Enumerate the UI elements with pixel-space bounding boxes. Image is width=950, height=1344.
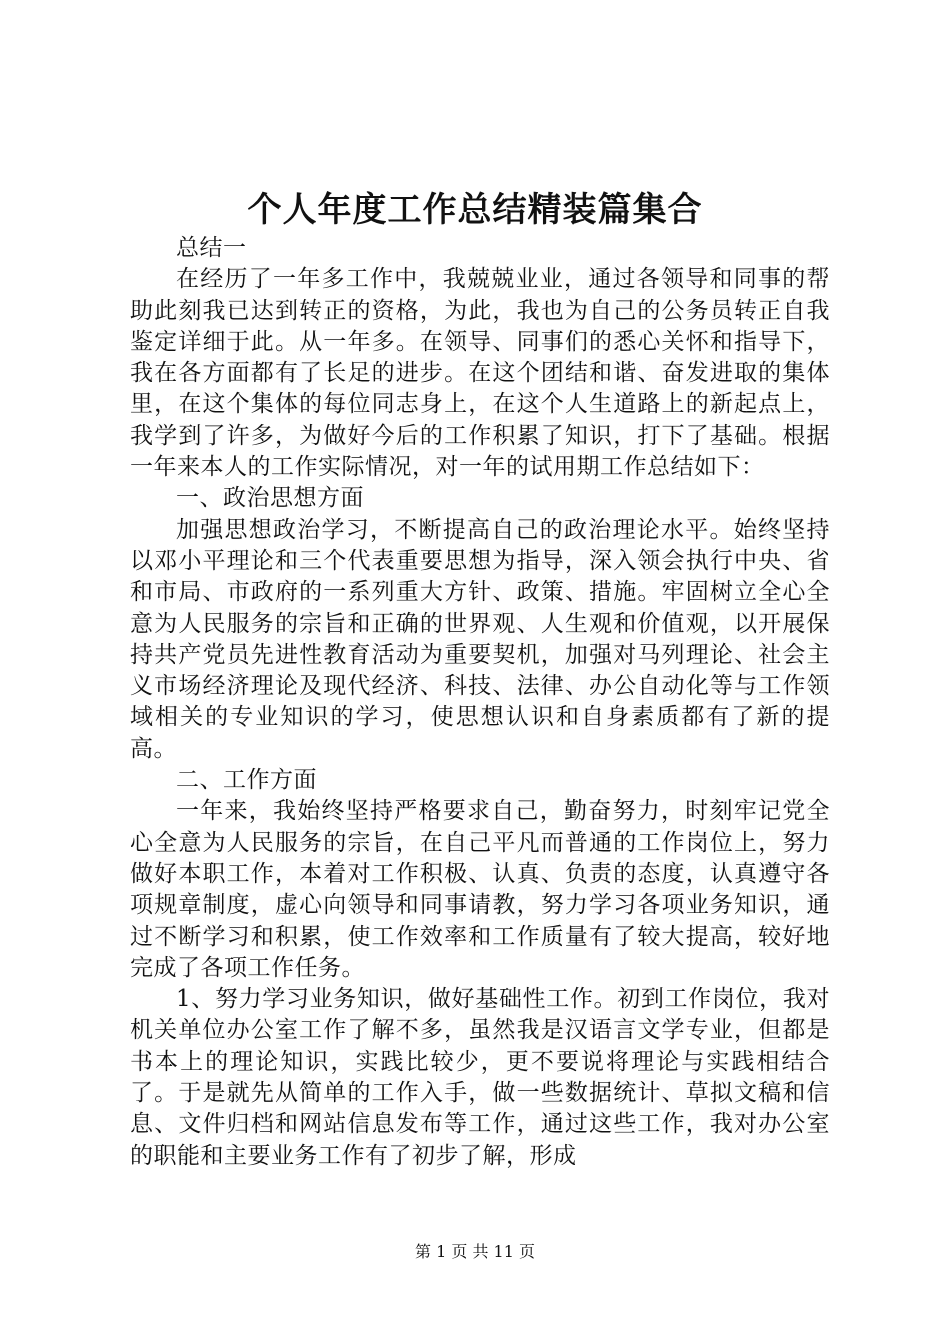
page-footer: 第 1 页 共 11 页 (415, 1242, 535, 1261)
section-label: 总结一 (176, 235, 247, 261)
paragraph: 在经历了一年多工作中，我兢兢业业，通过各领导和同事的帮助此刻我已达到转正的资格，为此，我也为自己的公务员转正自我鉴定详细于此。从一年多。在领导、同事们的悉心关怀和指导下，我在各方面都有了长足的进步。在这个团结和谐、奋发进取的集体里，在这个集体的每位同志身上，在这个人生道路上的新起点上，我学到了许多，为做好今后的工作积累了知识，打下了基础。根据一年来本人的工作实际情况，对一年的试用期工作总结如下： (130, 266, 830, 481)
paragraph: 加强思想政治学习，不断提高自己的政治理论水平。始终坚持以邓小平理论和三个代表重要思想为指导，深入领会执行中央、省和市局、市政府的一系列重大方针、政策、措施。牢固树立全心全意为人民服务的宗旨和正确的世界观、人生观和价值观，以开展保持共产党员先进性教育活动为重要契机，加强对马列理论、社会主义市场经济理论及现代经济、科技、法律、办公自动化等与工作领域相关的专业知识的学习，使思想认识和自身素质都有了新的提高。 (130, 516, 830, 762)
document-body (130, 233, 830, 1172)
paragraph: 1、努力学习业务知识，做好基础性工作。初到工作岗位，我对机关单位办公室工作了解不多，虽然我是汉语言文学专业，但都是书本上的理论知识，实践比较少，更不要说将理论与实践相结合了。于是就先从简单的工作入手，做一些数据统计、草拟文稿和信息、文件归档和网站信息发布等工作，通过这些工作，我对办公室的职能和主要业务工作有了初步了解，形成 (130, 986, 830, 1169)
document-title: 个人年度工作总结精装篇集合 (247, 190, 703, 230)
section-heading: 二、工作方面 (176, 767, 317, 794)
section-heading: 一、政治思想方面 (176, 485, 364, 512)
paragraph: 一年来，我始终坚持严格要求自己，勤奋努力，时刻牢记党全心全意为人民服务的宗旨，在自己平凡而普通的工作岗位上，努力做好本职工作，本着对工作积极、认真、负责的态度，认真遵守各项规章制度，虚心向领导和同事请教，努力学习各项业务知识，通过不断学习和积累，使工作效率和工作质量有了较大提高，较好地完成了各项工作任务。 (130, 798, 830, 981)
